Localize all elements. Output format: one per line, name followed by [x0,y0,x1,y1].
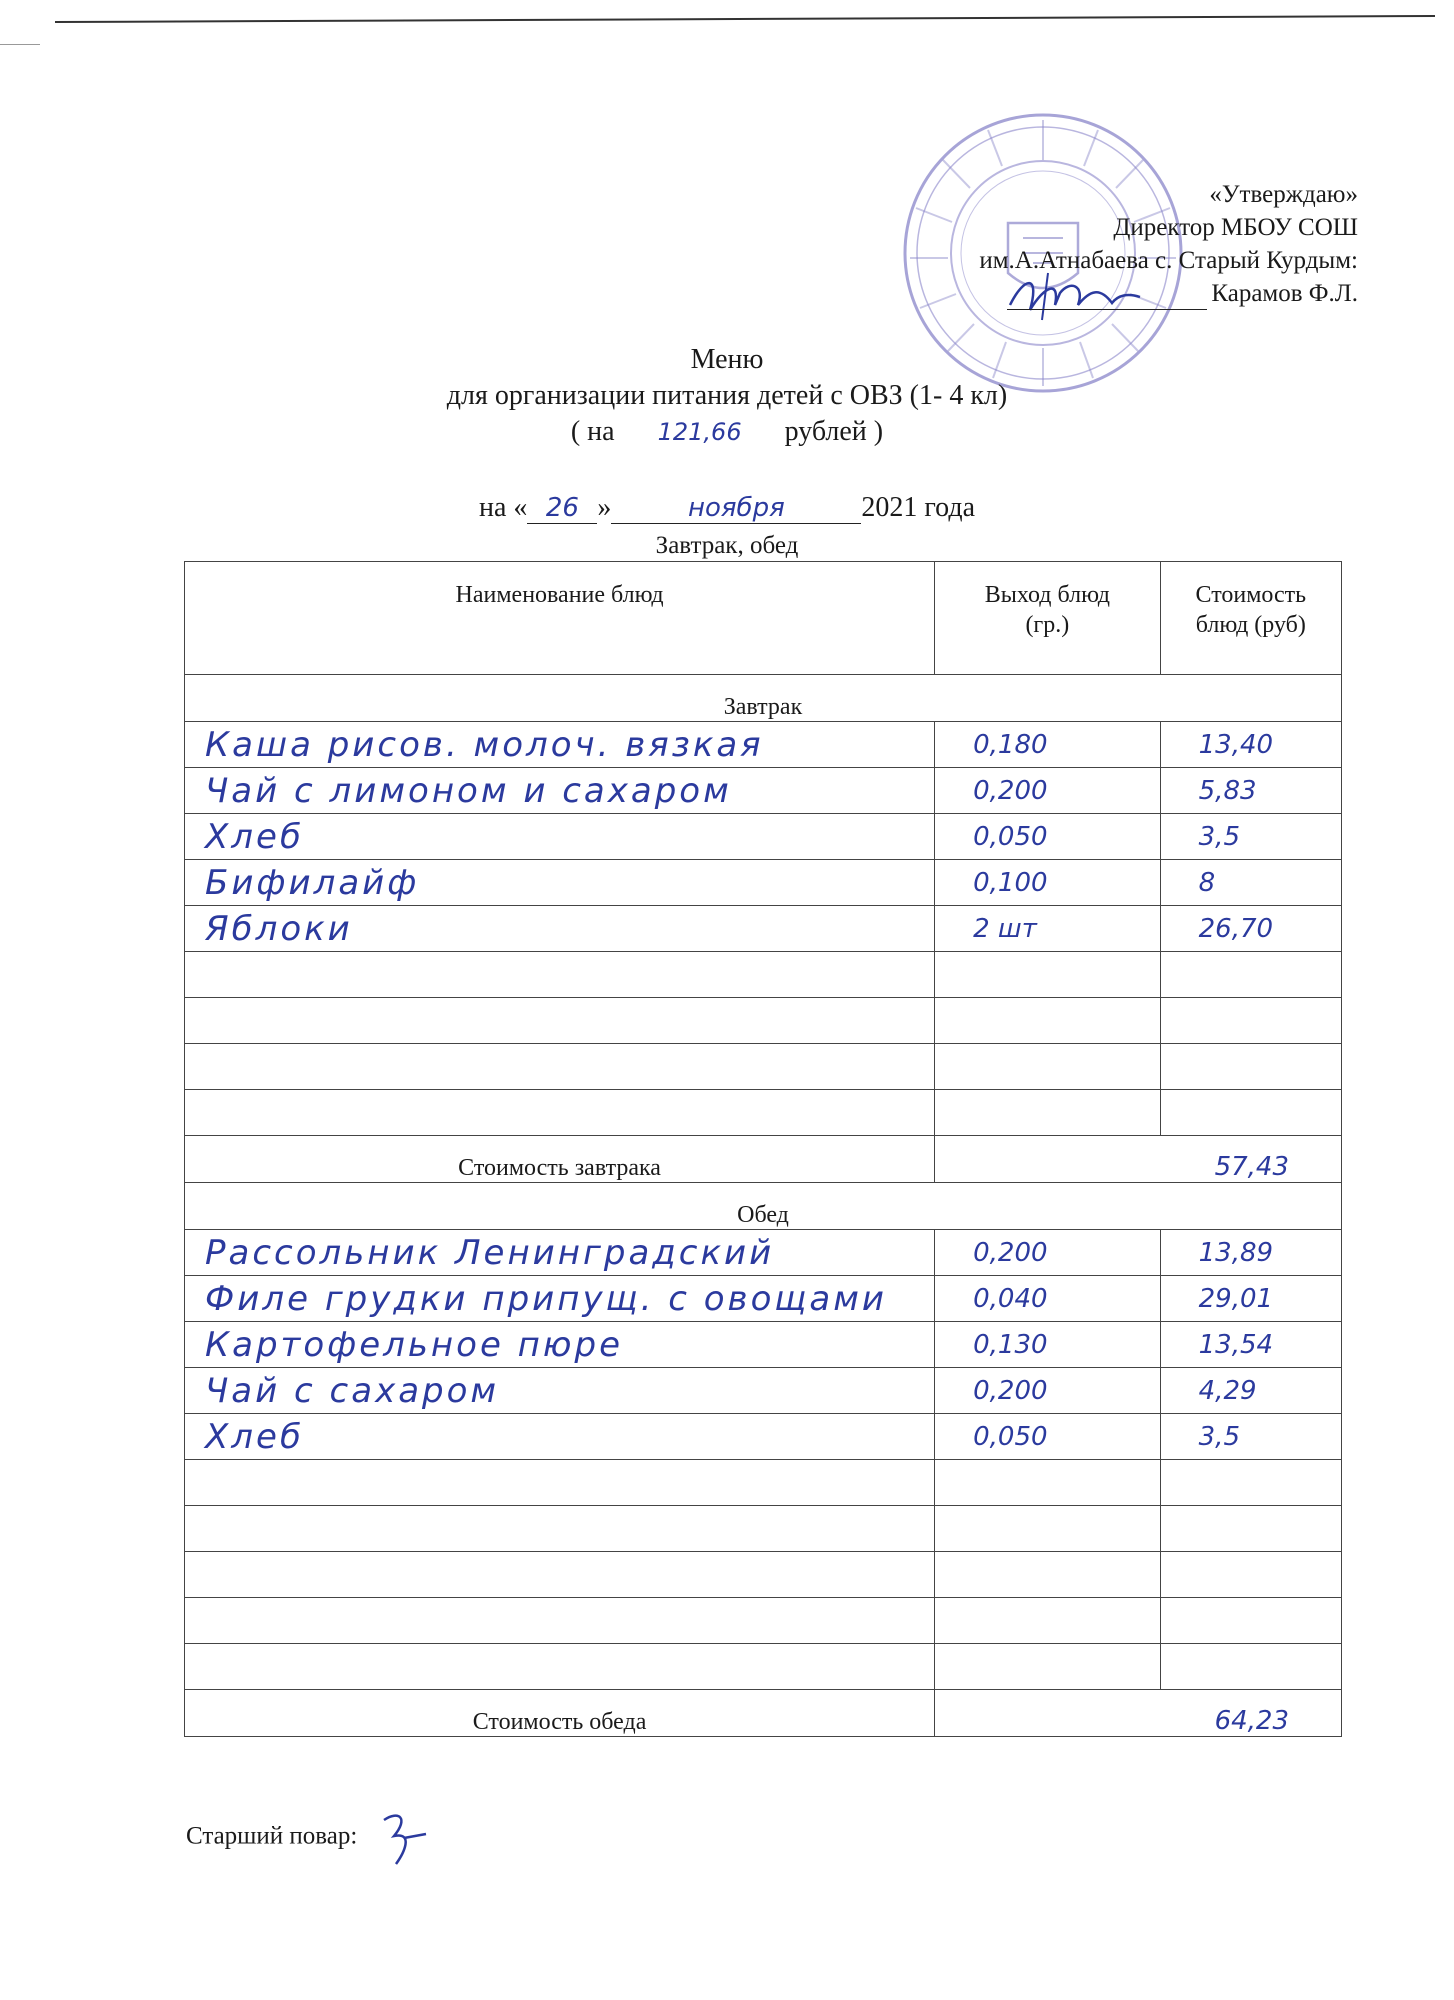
approval-block [979,178,1358,310]
empty-cell [1160,1598,1341,1644]
approval-school: им.А.Атнабаева с. Старый Курдым: [979,247,1358,274]
table-row [185,906,1342,952]
empty-cell [185,998,935,1044]
empty-cell [1160,1460,1341,1506]
table-row [185,1230,1342,1276]
empty-cell [1160,1644,1341,1690]
dish-output: 0,200 [935,1230,1161,1276]
empty-cell [1160,952,1341,998]
empty-cell [1160,998,1341,1044]
breakfast-section-row [185,675,1342,722]
scan-edge-mark [0,44,40,45]
table-row [185,1368,1342,1414]
table-row [185,1414,1342,1460]
table-row [185,1276,1342,1322]
empty-cell [935,1552,1161,1598]
empty-cell [1160,1506,1341,1552]
dish-output: 2 шт [935,906,1161,952]
menu-subtitle: для организации питания детей с ОВЗ (1- 4 кл) [446,380,1008,411]
dish-output: 0,050 [935,814,1161,860]
header-output: Выход блюд (гр.) [935,562,1161,675]
breakfast-total-label: Стоимость завтрака [185,1136,935,1183]
empty-cell [935,998,1161,1044]
table-row [185,768,1342,814]
dish-output: 0,100 [935,860,1161,906]
senior-cook-label: Старший повар: [186,1822,358,1850]
dish-name: Хлеб [185,814,935,860]
empty-cell [185,1044,935,1090]
dish-output: 0,050 [935,1414,1161,1460]
dish-cost: 4,29 [1160,1368,1341,1414]
approval-signer-line [979,277,1358,310]
empty-cell [935,1506,1161,1552]
header-name: Наименование блюд [185,562,935,675]
empty-cell [1160,1090,1341,1136]
breakfast-total-row [185,1136,1342,1183]
breakfast-label: Завтрак [185,675,1342,722]
empty-cell [1160,1552,1341,1598]
empty-cell [1160,1044,1341,1090]
empty-cell [185,1090,935,1136]
breakfast-total-value: 57,43 [935,1136,1342,1183]
amount-suffix: рублей ) [784,416,884,447]
dish-name: Каша рисов. молоч. вязкая [185,722,935,768]
lunch-section-row [185,1183,1342,1230]
dish-name: Хлеб [185,1414,935,1460]
dish-cost: 3,5 [1160,1414,1341,1460]
dish-output: 0,200 [935,768,1161,814]
empty-cell [185,1506,935,1552]
dish-name: Чай с сахаром [185,1368,935,1414]
dish-cost: 29,01 [1160,1276,1341,1322]
empty-cell [935,1598,1161,1644]
approval-position: Директор МБОУ СОШ [1113,214,1358,241]
table-header-row [185,562,1342,675]
dish-output: 0,200 [935,1368,1161,1414]
dish-cost: 5,83 [1160,768,1341,814]
dish-cost: 3,5 [1160,814,1341,860]
empty-cell [185,1460,935,1506]
header-cost: Стоимость блюд (руб) [1160,562,1341,675]
menu-amount-line [0,414,1454,450]
signature-line [1007,285,1207,310]
empty-row [185,1644,1342,1690]
empty-cell [935,1460,1161,1506]
date-suffix: 2021 года [861,492,976,523]
empty-cell [185,1552,935,1598]
empty-row [185,1552,1342,1598]
dish-name: Рассольник Ленинградский [185,1230,935,1276]
dish-output: 0,130 [935,1322,1161,1368]
dish-cost: 13,54 [1160,1322,1341,1368]
scan-edge-line [55,15,1435,23]
empty-cell [935,1090,1161,1136]
empty-cell [185,1598,935,1644]
dish-cost: 8 [1160,860,1341,906]
date-month: ноября [611,493,861,524]
table-row [185,814,1342,860]
menu-caption: Завтрак, обед [655,532,799,559]
date-prefix: на « [478,492,528,523]
empty-row [185,1044,1342,1090]
dish-name: Картофельное пюре [185,1322,935,1368]
empty-row [185,952,1342,998]
dish-name: Филе грудки припущ. с овощами [185,1276,935,1322]
lunch-total-value: 64,23 [935,1690,1342,1737]
amount-prefix: ( на [570,416,615,447]
dish-output: 0,040 [935,1276,1161,1322]
empty-cell [185,952,935,998]
menu-date [0,492,1454,524]
dish-cost: 26,70 [1160,906,1341,952]
approval-heading: «Утверждаю» [1209,181,1358,208]
senior-cook-line [186,1808,434,1868]
lunch-total-label: Стоимость обеда [185,1690,935,1737]
empty-row [185,1506,1342,1552]
dish-cost: 13,89 [1160,1230,1341,1276]
lunch-label: Обед [185,1183,1342,1230]
date-mid: » [597,492,612,523]
empty-row [185,1598,1342,1644]
lunch-total-row [185,1690,1342,1737]
empty-row [185,1460,1342,1506]
breakfast-rows [185,722,1342,1136]
table-row [185,860,1342,906]
cook-signature [374,1808,434,1868]
approval-signer: Карамов Ф.Л. [1211,280,1358,307]
menu-table [184,561,1342,1737]
empty-cell [935,1644,1161,1690]
dish-name: Яблоки [185,906,935,952]
amount-value: 121,66 [657,418,742,446]
dish-name: Чай с лимоном и сахаром [185,768,935,814]
empty-cell [935,952,1161,998]
lunch-rows [185,1230,1342,1690]
empty-row [185,1090,1342,1136]
dish-output: 0,180 [935,722,1161,768]
date-day: 26 [527,493,597,524]
dish-cost: 13,40 [1160,722,1341,768]
dish-name: Бифилайф [185,860,935,906]
table-row [185,1322,1342,1368]
table-row [185,722,1342,768]
empty-row [185,998,1342,1044]
empty-cell [935,1044,1161,1090]
empty-cell [185,1644,935,1690]
menu-title: Меню [690,344,764,375]
